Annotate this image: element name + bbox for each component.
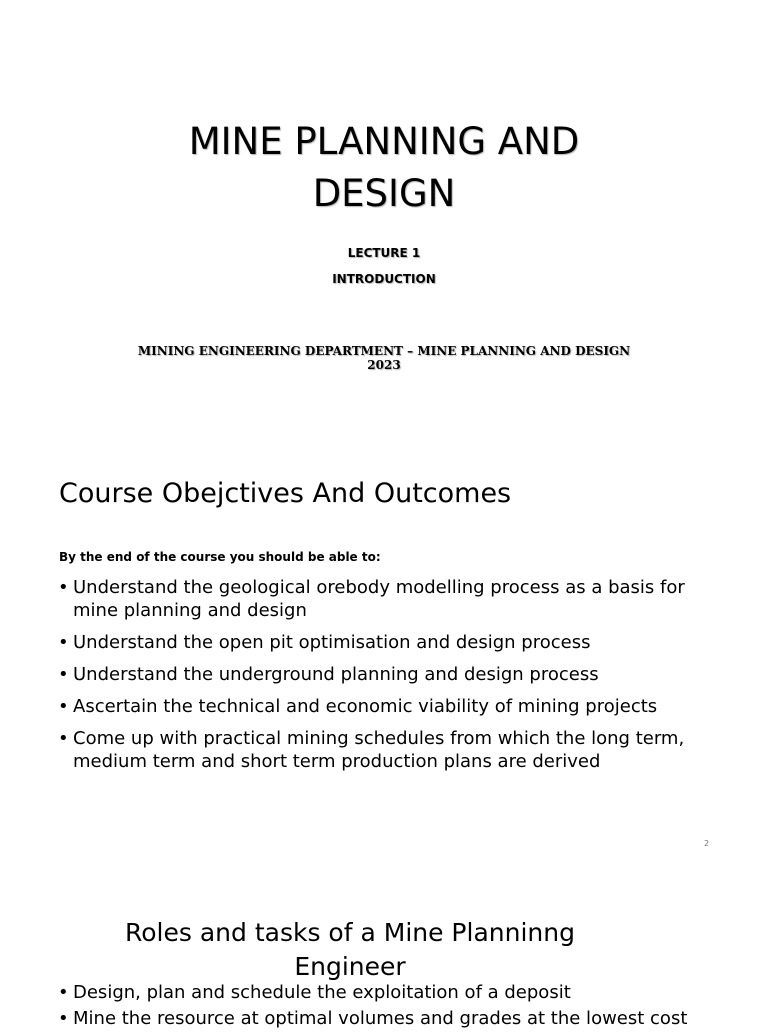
bullet-icon: • — [58, 696, 69, 717]
list-item-text: Ascertain the technical and economic viability of mining projects — [73, 696, 658, 717]
course-objectives-heading: Course Obejctives And Outcomes — [59, 478, 512, 509]
bullet-icon: • — [58, 1008, 69, 1029]
title-line-2: DESIGN — [312, 172, 456, 215]
list-item — [58, 727, 718, 773]
list-item-text: Mine the resource at optimal volumes and grades at the lowest cost — [73, 1008, 688, 1029]
bullet-icon: • — [58, 664, 69, 685]
list-item — [58, 631, 718, 654]
list-item-text: Come up with practical mining schedules from which the long term, medium term and short term production plans are derived — [73, 728, 685, 772]
roles-heading — [100, 916, 600, 984]
department-year: 2023 — [367, 358, 401, 372]
bullet-icon: • — [58, 632, 69, 653]
course-objectives-list — [58, 576, 718, 782]
bullet-icon: • — [58, 577, 69, 598]
list-item — [58, 1007, 718, 1030]
title-line-1: MINE PLANNING AND — [188, 120, 580, 163]
roles-heading-line-1: Roles and tasks of a Mine Planninng — [125, 918, 575, 947]
department-label — [60, 344, 708, 372]
list-item — [58, 695, 718, 718]
list-item-text: Understand the open pit optimisation and design process — [73, 632, 591, 653]
document-title — [0, 116, 768, 220]
department-line-1: MINING ENGINEERING DEPARTMENT – MINE PLANNING AND DESIGN — [137, 344, 631, 358]
lecture-number: LECTURE 1 — [347, 246, 421, 260]
list-item-text: Understand the geological orebody modelling process as a basis for mine planning and design — [73, 577, 685, 621]
list-item — [58, 981, 718, 1004]
list-item — [58, 576, 718, 622]
list-item-text: Design, plan and schedule the exploitation of a deposit — [73, 982, 571, 1003]
list-item — [58, 663, 718, 686]
roles-heading-line-2: Engineer — [294, 952, 406, 981]
course-objectives-intro: By the end of the course you should be able to: — [59, 550, 381, 564]
bullet-icon: • — [58, 728, 69, 749]
page-number: 2 — [704, 839, 710, 848]
bullet-icon: • — [58, 982, 69, 1003]
list-item-text: Understand the underground planning and design process — [73, 664, 599, 685]
lecture-subtitle: INTRODUCTION — [332, 272, 436, 286]
roles-list — [58, 981, 718, 1033]
